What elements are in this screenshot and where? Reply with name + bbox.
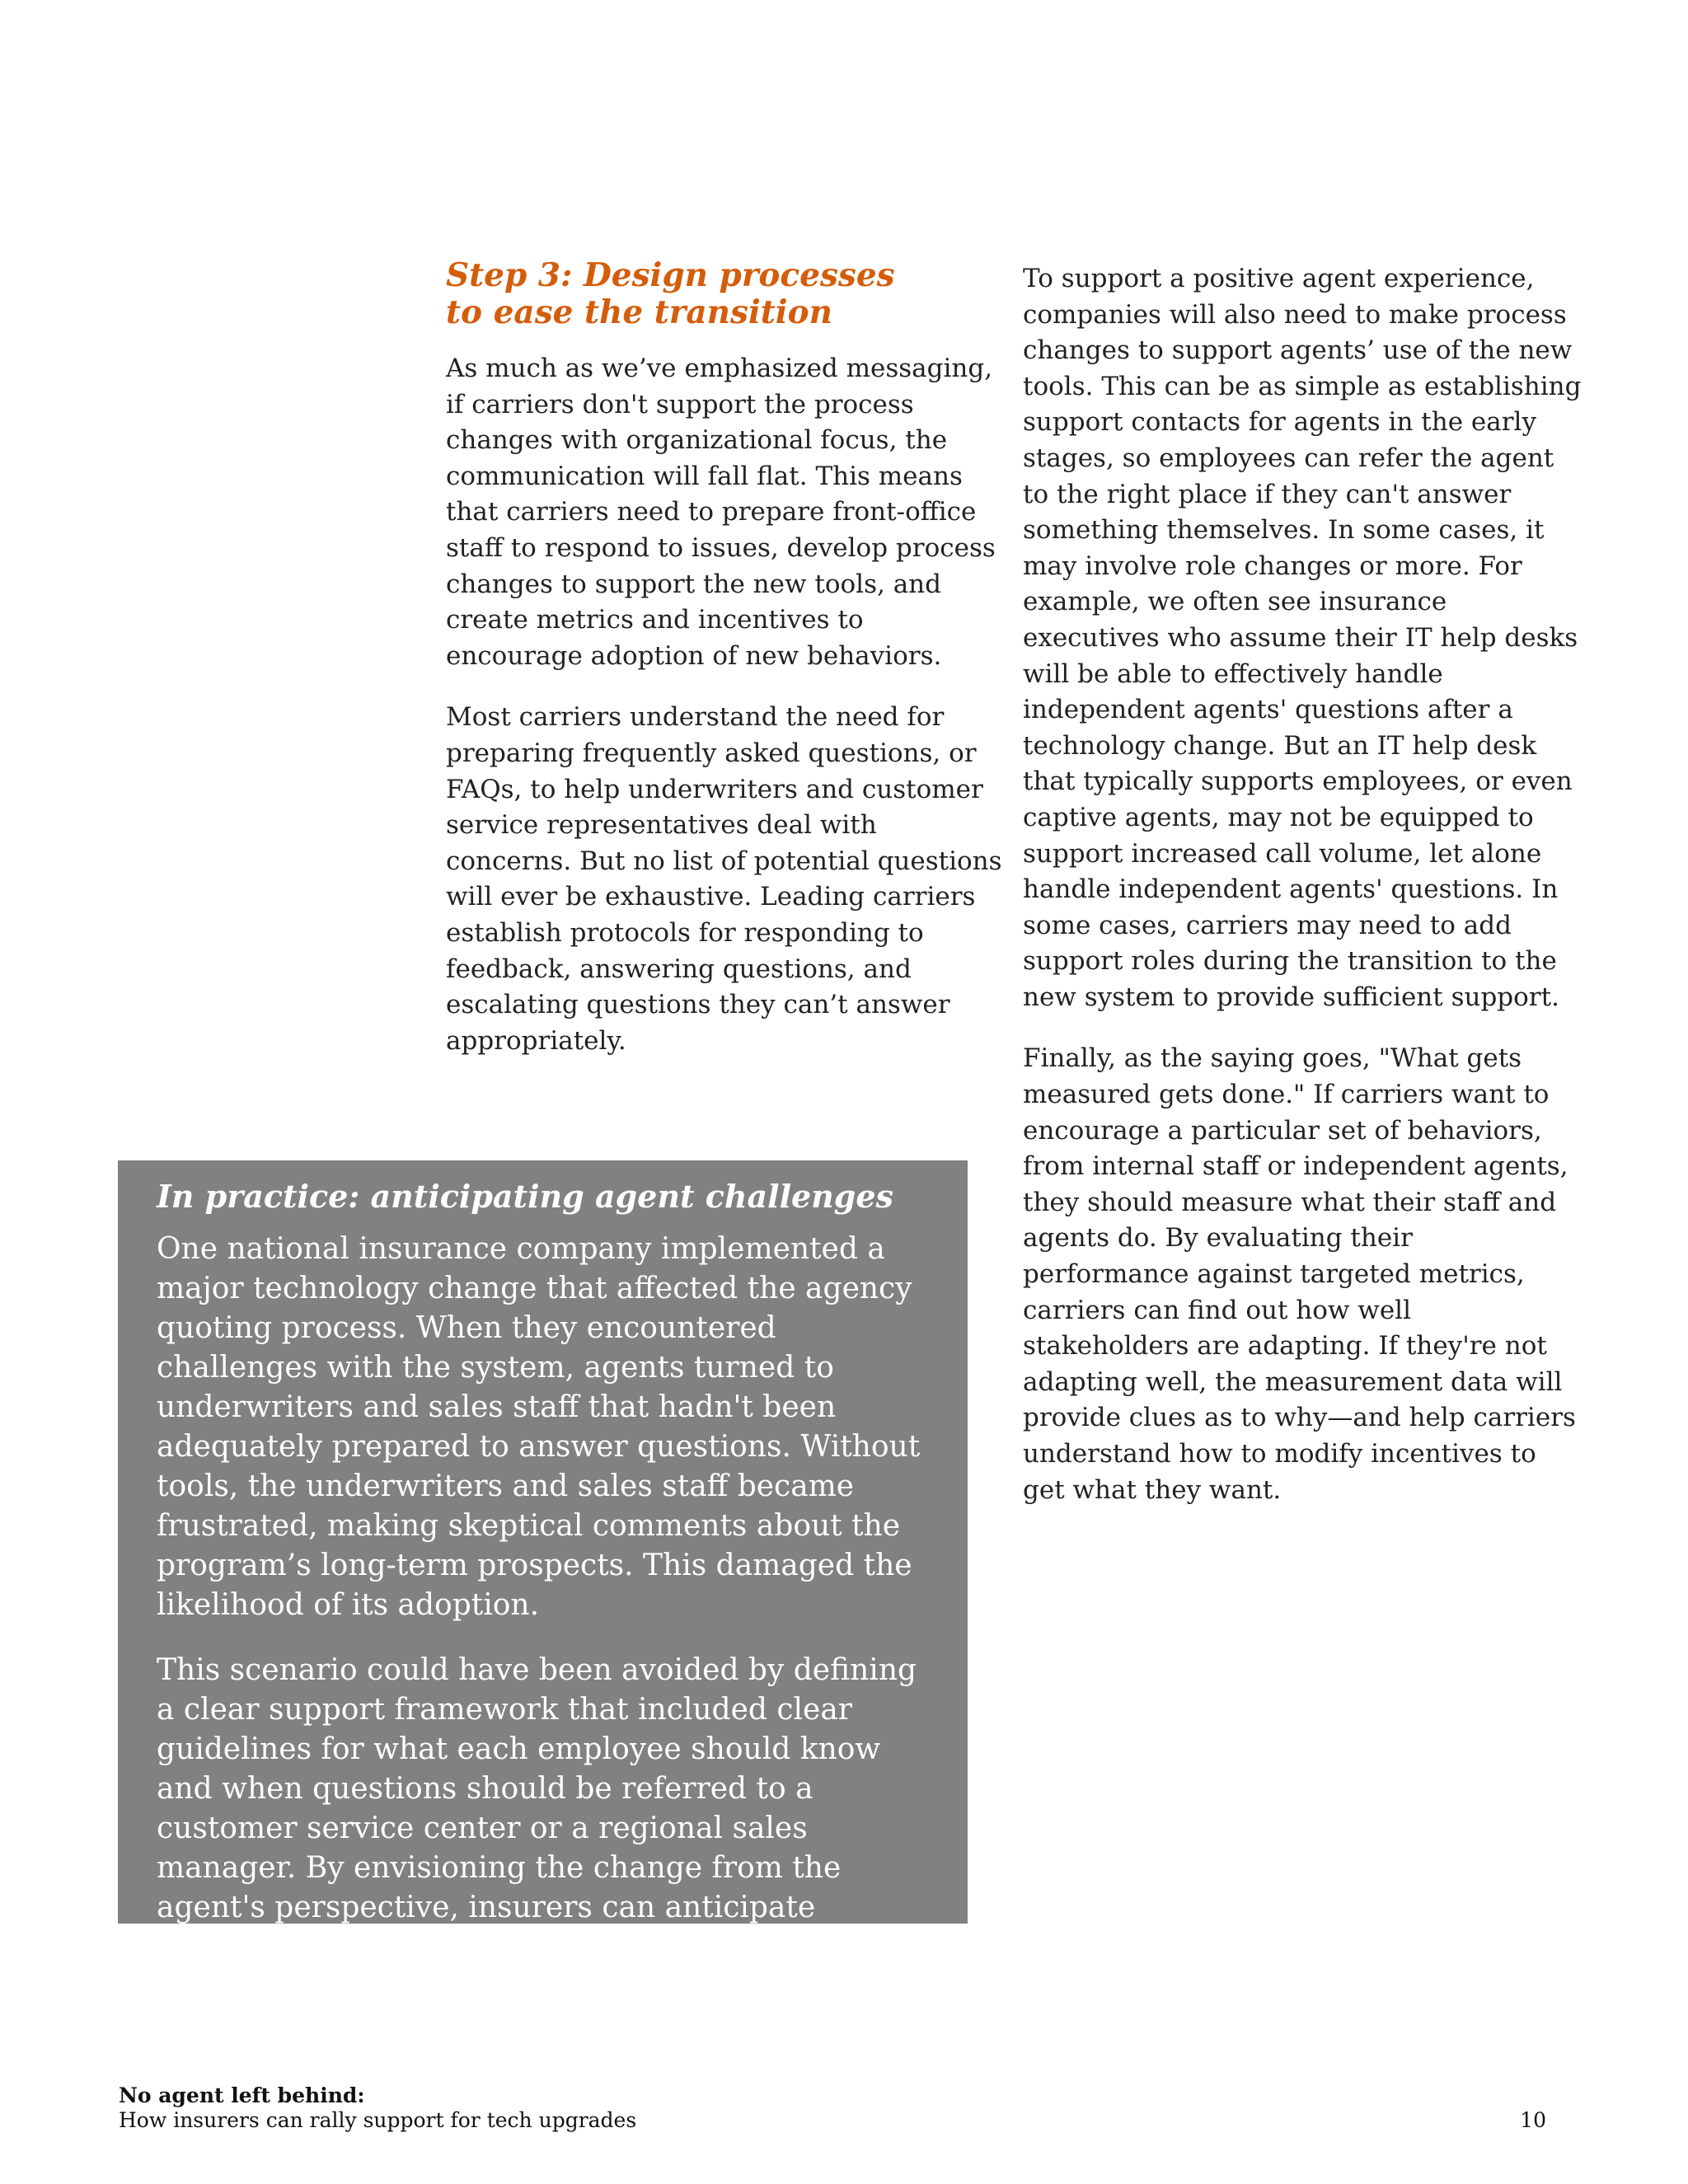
body-paragraph: Most carriers understand the need for preparing frequently asked questions, or FAQs, to help underwriters and customer service representatives deal with concerns. But no list of potential questions will ever be exhaustive. Leading carriers establish protocols for responding to feedback, answering questions, and escalating questions they can’t answer appropriately. — [446, 702, 1002, 1056]
body-paragraph: As much as we’ve emphasized messaging, if carriers don't support the process changes with organizational focus, the communication will fall flat. This means that carriers need to prepare front-office staff to respond to issues, develop process changes to support the new tools, and create metrics and incentives to encourage adoption of new behaviors. — [446, 354, 996, 671]
section-heading: Step 3: Design processes to ease the transition — [446, 256, 895, 331]
callout-paragraph: This scenario could have been avoided by defining a clear support framework that included clear guidelines for what each employee should know and when questions should be referred to a customer service center or a regional sales manager. By envisioning the change from the agent's perspective, insurers can anticipate questions and plan accordingly. — [157, 1653, 917, 1964]
right-column — [1023, 261, 1583, 1534]
footer-title: No agent left behind: — [119, 2083, 365, 2107]
callout-box — [118, 1160, 968, 1964]
callout-paragraph: One national insurance company implemented a major technology change that affected the agency quoting process. When they encountered challenges with the system, agents turned to underwriters and sales staff that hadn't been adequately prepared to answer questions. Without tools, the underwriters and sales staff became frustrated, making skeptical comments about the program’s long-term prospects. This damaged the likelihood of its adoption. — [157, 1232, 921, 1622]
left-column — [446, 351, 1006, 1085]
footer-subtitle: How insurers can rally support for tech upgrades — [119, 2108, 637, 2132]
page-number: 10 — [1520, 2108, 1546, 2132]
body-paragraph: Finally, as the saying goes, "What gets measured gets done." If carriers want to encourage a particular set of behaviors, from internal staff or independent agents, they should measure what their staff and agents do. By evaluating their performance against targeted metrics, carriers can find out how well stakeholders are adapting. If they're not adapting well, the measurement data will provide clues as to why—and help carriers understand how to modify incentives to get what they want. — [1023, 1043, 1576, 1505]
callout-title: In practice: anticipating agent challenges — [157, 1178, 893, 1215]
body-paragraph: To support a positive agent experience, companies will also need to make process changes to support agents’ use of the new tools. This can be as simple as establishing support contacts for agents in the early stages, so employees can refer the agent to the right place if they can't answer something themselves. In some cases, it may involve role changes or more. For example, we often see insurance executives who assume their IT help desks will be able to effectively handle independent agents' questions after a technology change. But an IT help desk that typically supports employees, or even captive agents, may not be equipped to support increased call volume, let alone handle independent agents' questions. In some cases, carriers may need to add support roles during the transition to the new system to provide sufficient support. — [1023, 264, 1582, 1012]
